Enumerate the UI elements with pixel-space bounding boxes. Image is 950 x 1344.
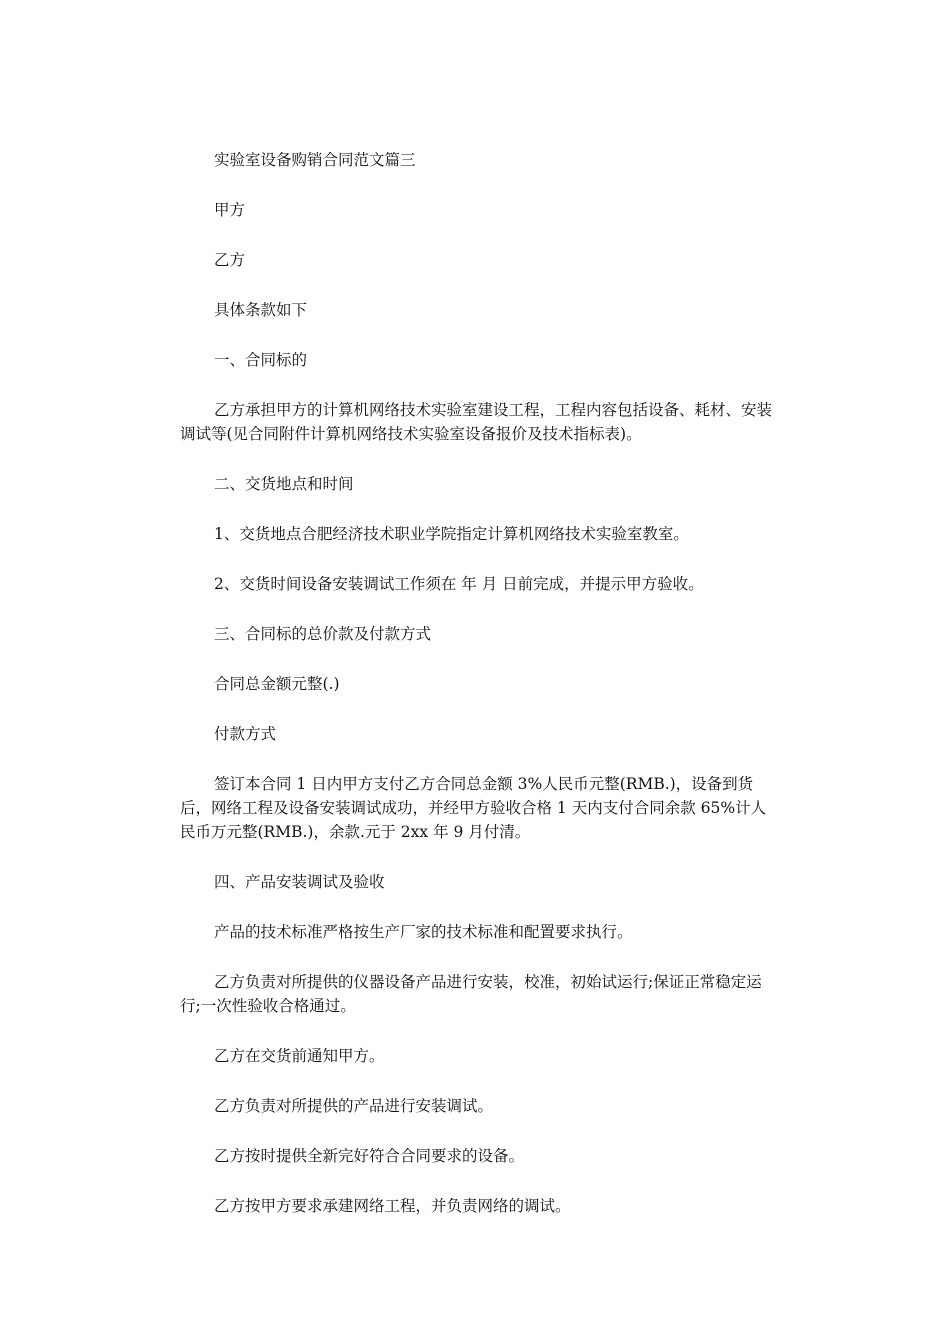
document-title: 实验室设备购销合同范文篇三 xyxy=(214,151,416,169)
party-b-line: 乙方 xyxy=(214,251,246,269)
section-heading-3: 三、合同标的总价款及付款方式 xyxy=(214,625,432,643)
section-heading-4: 四、产品安装调试及验收 xyxy=(214,873,385,891)
section-1-body: 乙方承担甲方的计算机网络技术实验室建设工程，工程内容包括设备、耗材、安装调试等(见合同附件计算机网络技术实验室设备报价及技术指标表)。 xyxy=(180,401,773,443)
section-heading-1: 一、合同标的 xyxy=(214,351,308,369)
delivery-time: 2、交货时间设备安装调试工作须在 年 月 日前完成，并提示甲方验收。 xyxy=(214,575,704,593)
network-construction: 乙方按甲方要求承建网络工程，并负责网络的调试。 xyxy=(214,1197,571,1215)
equipment-supply: 乙方按时提供全新完好符合合同要求的设备。 xyxy=(214,1147,525,1165)
terms-intro: 具体条款如下 xyxy=(214,301,308,319)
payment-terms: 签订本合同 1 日内甲方支付乙方合同总金额 3%人民币元整(RMB.)，设备到货后，网络工程及设备安装调试成功，并经甲方验收合格 1 天内支付合同余款 65%计人民币万元整(RMB.)，余款.元于 2xx 年 9 月付清。 xyxy=(180,775,767,841)
installation-responsibility: 乙方负责对所提供的仪器设备产品进行安装，校准，初始试运行;保证正常稳定运行;一次性验收合格通过。 xyxy=(180,973,762,1015)
installation-debugging: 乙方负责对所提供的产品进行安装调试。 xyxy=(214,1097,494,1115)
contract-total: 合同总金额元整(.) xyxy=(214,675,340,693)
delivery-location: 1、交货地点合肥经济技术职业学院指定计算机网络技术实验室教室。 xyxy=(214,525,689,543)
party-a-line: 甲方 xyxy=(214,201,246,219)
technical-standards: 产品的技术标准严格按生产厂家的技术标准和配置要求执行。 xyxy=(214,923,633,941)
section-heading-2: 二、交货地点和时间 xyxy=(214,475,354,493)
payment-method-heading: 付款方式 xyxy=(214,725,277,743)
delivery-notice: 乙方在交货前通知甲方。 xyxy=(214,1047,385,1065)
document-body xyxy=(180,148,780,1244)
